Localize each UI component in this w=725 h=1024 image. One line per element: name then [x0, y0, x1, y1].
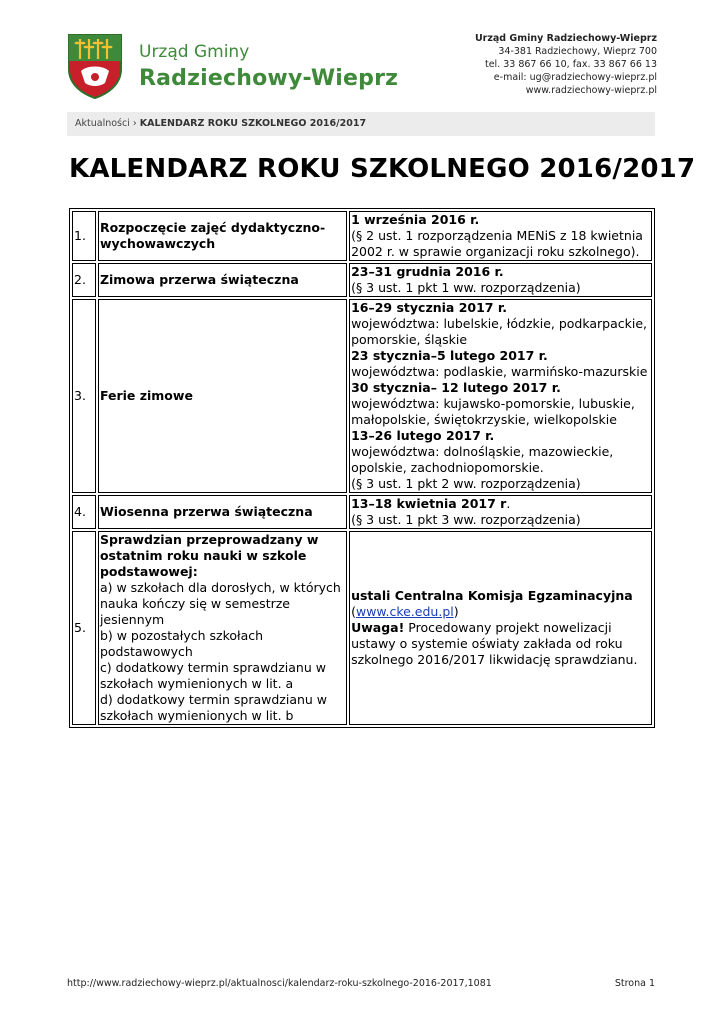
contact-address: 34-381 Radziechowy, Wieprz 700: [498, 46, 657, 57]
table-row: [72, 211, 652, 261]
row-number: 5.: [72, 531, 96, 725]
period-date: 13–26 lutego 2017 r.: [351, 428, 495, 443]
breadcrumb: [67, 112, 655, 136]
legal-note: (§ 2 ust. 1 rozporządzenia MENiS z 18 kwietnia 2002 r. w sprawie organizacji roku szkolnego).: [351, 228, 643, 259]
cke-link[interactable]: www.cke.edu.pl: [355, 604, 454, 619]
period-date: 30 stycznia– 12 lutego 2017 r.: [351, 380, 561, 395]
event-name: Ferie zimowe: [98, 299, 347, 493]
breadcrumb-current: KALENDARZ ROKU SZKOLNEGO 2016/2017: [139, 118, 367, 129]
legal-note: (§ 3 ust. 1 pkt 2 ww. rozporządzenia): [351, 476, 581, 491]
event-name: Sprawdzian przeprowadzany w ostatnim roku nauki w szkole podstawowej:: [99, 532, 319, 579]
event-cell: [98, 531, 347, 725]
contact-www: www.radziechowy-wieprz.pl: [525, 85, 657, 96]
footer-url: http://www.radziechowy-wieprz.pl/aktualnosci/kalendarz-roku-szkolnego-2016-2017,1081: [67, 978, 492, 989]
row-number: 2.: [72, 263, 96, 297]
logo-text-line2: Radziechowy-Wieprz: [139, 66, 399, 91]
period-regions: województwa: lubelskie, łódzkie, podkarpackie, pomorskie, śląskie: [351, 316, 648, 347]
page-header: [67, 30, 657, 105]
period-date: 16–29 stycznia 2017 r.: [351, 300, 507, 315]
table-row: [72, 531, 652, 725]
period-regions: województwa: kujawsko-pomorskie, lubuskie, małopolskie, świętokrzyskie, wielkopolskie: [351, 396, 635, 427]
event-date: 13–18 kwietnia 2017 r: [351, 496, 507, 511]
exam-item: d) dodatkowy termin sprawdzianu w szkołach wymienionych w lit. b: [99, 692, 328, 723]
footer-page-number: Strona 1: [614, 978, 655, 989]
paren-open: (: [351, 604, 356, 619]
event-date-cell: [349, 531, 652, 725]
contact-phone: tel. 33 867 66 10, fax. 33 867 66 13: [484, 59, 657, 70]
event-name: Wiosenna przerwa świąteczna: [98, 495, 347, 529]
event-name: Rozpoczęcie zajęć dydaktyczno-wychowawczych: [98, 211, 347, 261]
table-row: [72, 299, 652, 493]
exam-item: b) w pozostałych szkołach podstawowych: [99, 628, 264, 659]
exam-item: a) w szkołach dla dorosłych, w których nauka kończy się w semestrze jesiennym: [99, 580, 341, 627]
breadcrumb-parent[interactable]: Aktualności: [75, 118, 130, 129]
exam-item: c) dodatkowy termin sprawdzianu w szkołach wymienionych w lit. a: [99, 660, 326, 691]
legal-note: (§ 3 ust. 1 pkt 1 ww. rozporządzenia): [351, 280, 581, 295]
exam-decision: ustali Centralna Komisja Egzaminacyjna: [351, 588, 633, 603]
calendar-table: [69, 208, 655, 728]
row-number: 4.: [72, 495, 96, 529]
table-row: [72, 495, 652, 529]
paren-close: ): [453, 604, 459, 619]
event-date: 23–31 grudnia 2016 r.: [351, 264, 504, 279]
event-date-cell: [349, 263, 652, 297]
page-title: KALENDARZ ROKU SZKOLNEGO 2016/2017: [69, 154, 696, 184]
period-date: 23 stycznia–5 lutego 2017 r.: [351, 348, 548, 363]
event-name: Zimowa przerwa świąteczna: [98, 263, 347, 297]
table-row: [72, 263, 652, 297]
row-number: 3.: [72, 299, 96, 493]
calendar-table-wrapper: [69, 208, 655, 728]
coat-of-arms-logo: [67, 33, 123, 99]
legal-note: (§ 3 ust. 1 pkt 3 ww. rozporządzenia): [351, 512, 581, 527]
event-date: 1 września 2016 r.: [351, 212, 480, 227]
event-date-suffix: .: [506, 496, 511, 511]
period-regions: województwa: podlaskie, warmińsko-mazurskie: [351, 364, 648, 379]
row-number: 1.: [72, 211, 96, 261]
warning-label: Uwaga!: [351, 620, 405, 635]
logo-text-line1: Urząd Gminy: [139, 42, 250, 62]
event-date-cell: [349, 495, 652, 529]
warning-text: Procedowany projekt nowelizacji ustawy o systemie oświaty zakłada od roku szkolnego 2016/2017 likwidację sprawdzianu.: [351, 620, 638, 667]
contact-block: [475, 32, 657, 97]
contact-org: Urząd Gminy Radziechowy-Wieprz: [474, 33, 657, 44]
event-date-cell: [349, 299, 652, 493]
breadcrumb-separator: ›: [132, 118, 137, 129]
contact-email: e-mail: ug@radziechowy-wieprz.pl: [493, 72, 657, 83]
event-date-cell: [349, 211, 652, 261]
period-regions: województwa: dolnośląskie, mazowieckie, opolskie, zachodniopomorskie.: [351, 444, 614, 475]
